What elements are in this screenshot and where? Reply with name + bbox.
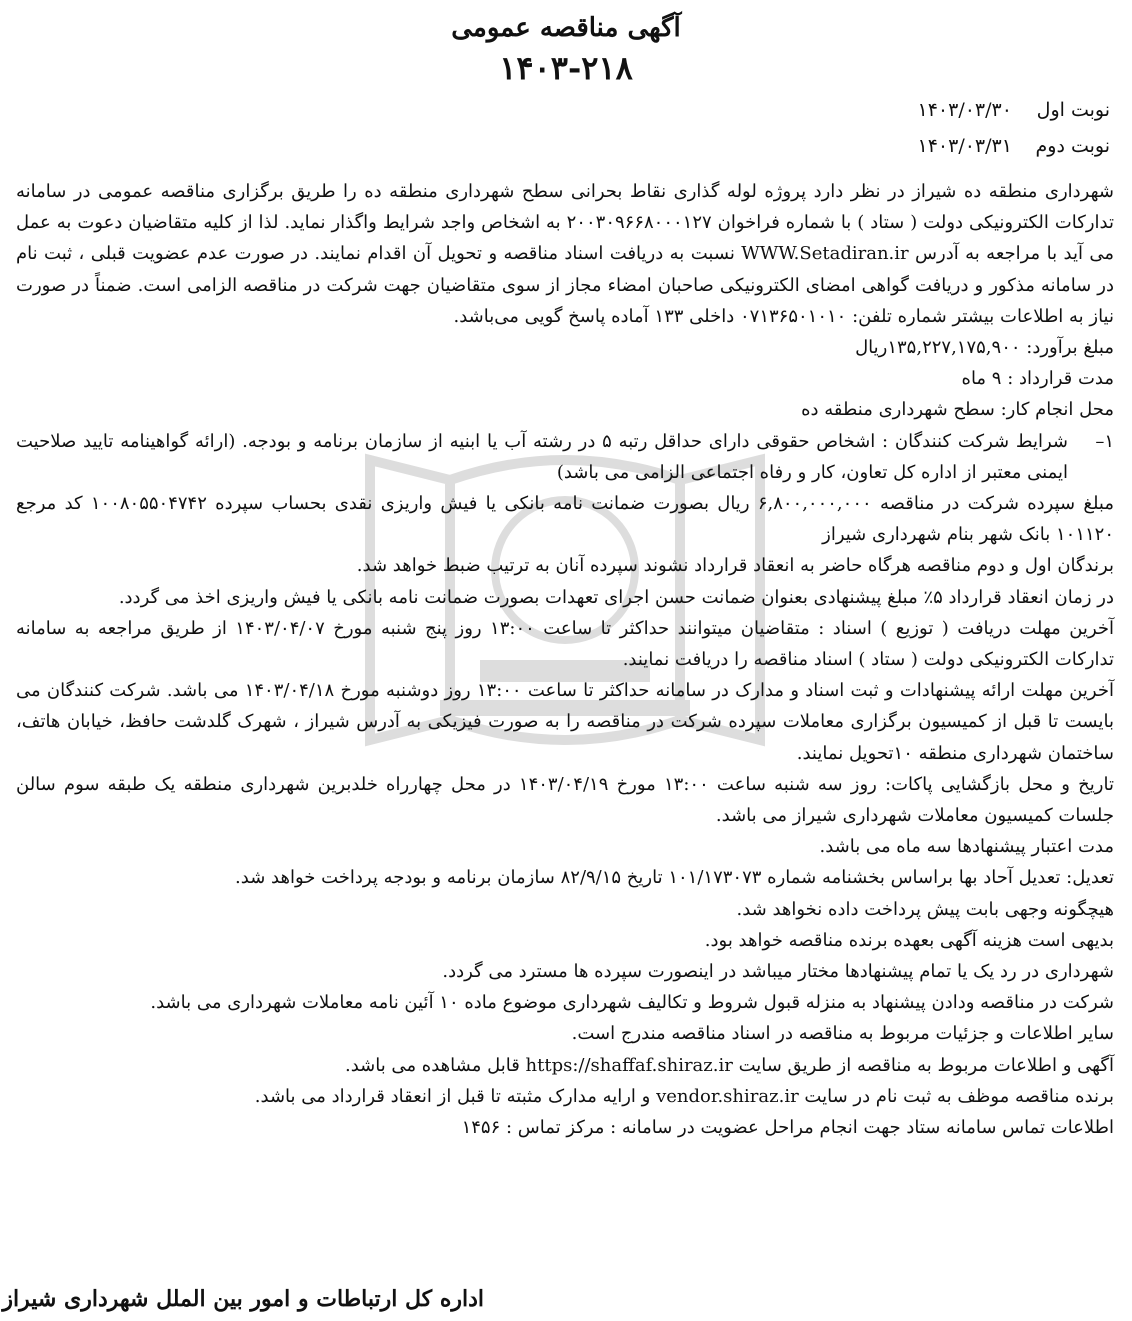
participation-line: شرکت در مناقصه ودادن پیشنهاد به منزله قبول شروط و تکالیف شهرداری موضوع ماده ۱۰ آئین نامه معاملات شهرداری می باشد.: [150, 992, 1114, 1014]
opening-paragraph: تاریخ و محل بازگشایی پاکات: روز سه شنبه ساعت ۱۳:۰۰ مورخ ۱۴۰۳/۰۴/۱۹ در محل چهارراه خلدبرین شهرداری منطقه یک طبقه سوم سالن جلسات کمیسیون معاملات شهرداری شیراز می باشد.: [16, 773, 1114, 827]
contact-line: اطلاعات تماس سامانه ستاد جهت انجام مراحل عضویت در سامانه : مرکز تماس : ۱۴۵۶: [461, 1117, 1114, 1139]
guarantee-line: در زمان انعقاد قرارداد ۵٪ مبلغ پیشنهادی بعنوان ضمانت حسن اجرای تعهدات بصورت ضمانت نامه بانکی یا فیش واریزی اخذ می گردد.: [118, 586, 1114, 608]
winner-register-line: برنده مناقصه موظف به ثبت نام در سایت vendor.shiraz.ir و ارایه مدارک مثبته تا قبل از انعقاد قرارداد می باشد.: [254, 1085, 1114, 1107]
no-prepayment-line: هیچگونه وجهی بابت پیش پرداخت داده نخواهد شد.: [736, 898, 1114, 920]
deposit-paragraph: مبلغ سپرده شرکت در مناقصه ۶,۸۰۰,۰۰۰,۰۰۰ ریال بصورت ضمانت نامه بانکی یا فیش واریزی نقدی بحساب سپرده ۱۰۰۸۰۵۵۰۴۷۴۲ کد مرجع ۱۰۱۱۲۰ بانک شهر بنام شهرداری شیراز: [16, 493, 1114, 546]
notice-title: آگهی مناقصه عمومی: [451, 13, 681, 43]
notice-number: ۱۴۰۳-۲۱۸: [499, 49, 633, 87]
turn-date: ۱۴۰۳/۰۳/۳۱: [917, 135, 1012, 157]
condition-text: شرایط شرکت کنندگان : اشخاص حقوقی دارای حداقل رتبه ۵ در رشته آب یا ابنیه از سازمان برنامه و بودجه. (ارائه گواهینامه تایید صلاحیت ایمنی معتبر از اداره کل تعاون، کار و رفاه اجتماعی الزامی می باشد): [16, 430, 1068, 483]
submit-deadline-paragraph: آخرین مهلت ارائه پیشنهادات و ثبت اسناد و مدارک در سامانه حداکثر تا ساعت ۱۳:۰۰ روز دوشنبه مورخ ۱۴۰۳/۰۴/۱۸ می باشد. شرکت کنندگان می بایست تا قبل از کمیسیون برگزاری معاملات سپرده شرکت در مناقصه را به صورت فیزیکی به آدرس شیراز ، شهرک گلدشت حافظ، خیابان هاتف، ساختمان شهرداری منطقه ۱۰تحویل نمایند.: [16, 680, 1114, 764]
location-line: محل انجام کار: سطح شهرداری منطقه ده: [801, 399, 1114, 421]
intro-paragraph: شهرداری منطقه ده شیراز در نظر دارد پروژه لوله گذاری نقاط بحرانی سطح شهرداری منطقه ده را طریق برگزاری مناقصه عمومی در سامانه تدارکات الکترونیکی دولت ( ستاد ) با شماره فراخوان ۲۰۰۳۰۹۶۶۸۰۰۰۱۲۷ به اشخاص واجد شرایط واگذار نماید. لذا از کلیه متقاضیان دعوت به عمل می آید با مراجعه به آدرس WWW.Setadiran.ir نسبت به دریافت اسناد مناقصه و تحویل آن اقدام نمایند. در صورت عدم عضویت قبلی ، ثبت نام در سامانه مذکور و دریافت گواهی امضای الکترونیکی صاحبان امضاء مجاز از سوی متقاضیان جهت شرکت در مناقصه الزامی است. ضمناً در صورت نیاز به اطلاعات بیشتر شماره تلفن: ۰۷۱۳۶۵۰۱۰۱۰ داخلی ۱۳۳ آماده پاسخ گویی می‌باشد.: [16, 181, 1114, 327]
validity-line: مدت اعتبار پیشنهادها سه ماه می باشد.: [819, 836, 1114, 858]
turn-label: نوبت دوم: [1035, 135, 1110, 157]
publication-turns: [918, 92, 1111, 164]
receive-deadline-paragraph: آخرین مهلت دریافت ( توزیع ) اسناد : متقاضیان میتوانند حداکثر تا ساعت ۱۳:۰۰ روز پنج شنبه مورخ ۱۴۰۳/۰۴/۰۷ از طریق مراجعه به سامانه تدارکات الکترونیکی دولت ( ستاد ) اسناد مناقصه را دریافت نمایند.: [16, 617, 1114, 671]
site-info-line: آگهی و اطلاعات مربوط به مناقصه از طریق سایت https://shaffaf.shiraz.ir قابل مشاهده می باشد.: [344, 1054, 1114, 1076]
other-info-line: سایر اطلاعات و جزئیات مربوط به مناقصه در اسناد مناقصه مندرج است.: [571, 1023, 1114, 1045]
ad-cost-line: بدیهی است هزینه آگهی بعهده برنده مناقصه خواهد بود.: [704, 929, 1114, 951]
condition-item: [16, 426, 1114, 488]
condition-number: ۱–: [1095, 430, 1114, 452]
adjustment-line: تعدیل: تعدیل آحاد بها براساس بخشنامه شماره ۱۰۱/۱۷۳۰۷۳ تاریخ ۸۲/۹/۱۵ سازمان برنامه و بودجه پرداخت خواهد شد.: [235, 867, 1114, 889]
reject-line: شهرداری در رد یک یا تمام پیشنهادها مختار میباشد در اینصورت سپرده ها مسترد می گردد.: [442, 961, 1114, 983]
turn-first: [918, 92, 1111, 128]
turn-date: ۱۴۰۳/۰۳/۳۰: [917, 99, 1012, 121]
turn-label: نوبت اول: [1036, 99, 1110, 121]
footer-signature: اداره کل ارتباطات و امور بین الملل شهرداری شیراز: [2, 1286, 484, 1312]
duration-line: مدت قرارداد : ۹ ماه: [961, 368, 1114, 390]
turn-second: [918, 128, 1111, 164]
estimate-line: مبلغ برآورد: ۱۳۵,۲۲۷,۱۷۵,۹۰۰ریال: [855, 337, 1114, 359]
winners-line: برندگان اول و دوم مناقصه هرگاه حاضر به انعقاد قرارداد نشوند سپرده آنان به ترتیب ضبط خواهد شد.: [356, 555, 1114, 577]
notice-body: [16, 176, 1114, 1143]
